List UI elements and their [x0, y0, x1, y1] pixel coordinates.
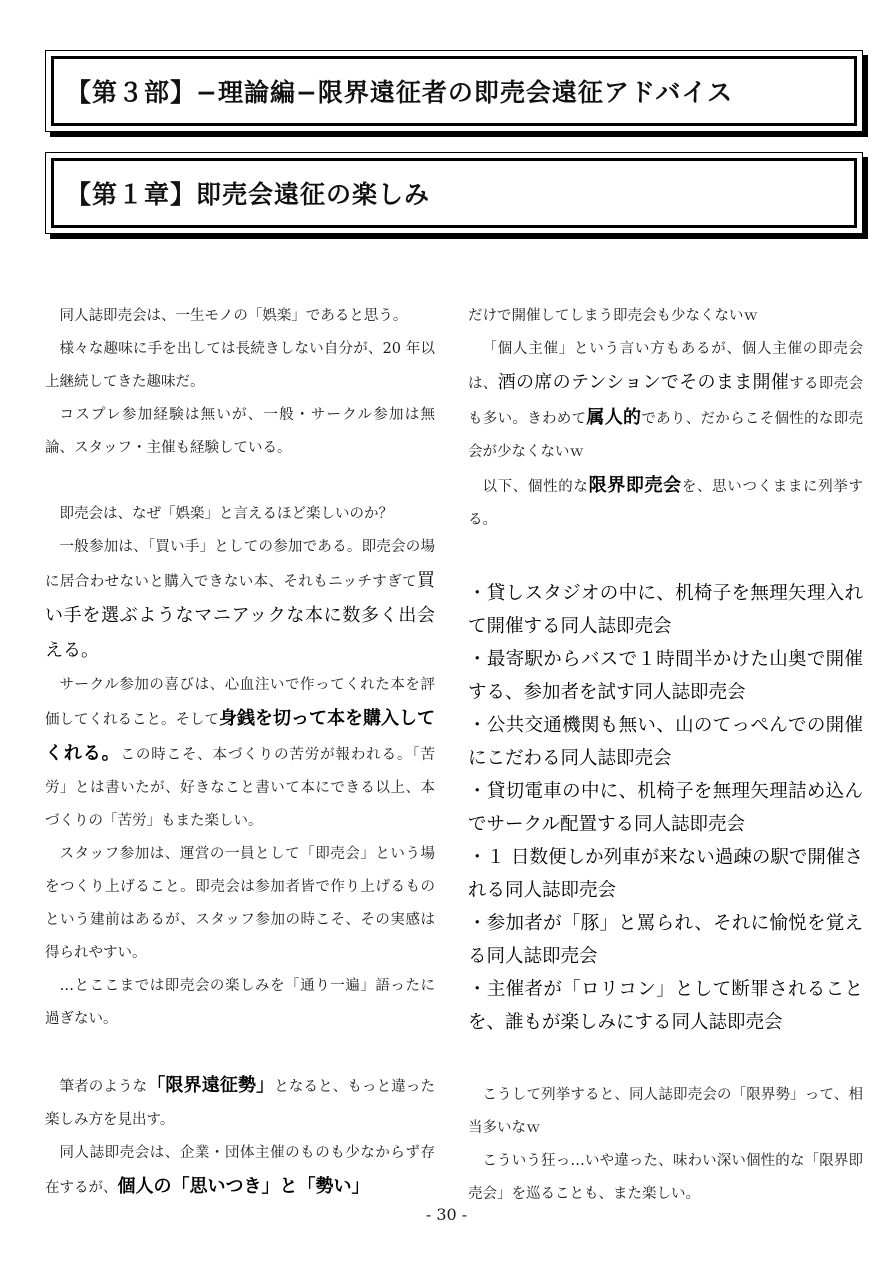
paragraph: [45, 531, 435, 669]
spacer: [468, 1039, 863, 1079]
emphasis-text: 限界即売会: [588, 475, 682, 496]
paragraph: スタッフ参加は、運営の一員として「即売会」という場をつくり上げること。即売会は参加者皆で作り上げるものという建前はあるが、スタッフ参加の時こそ、その実感は得られやすい。: [45, 846, 435, 961]
emphasis-text: 属人的: [586, 407, 642, 428]
right-column: [468, 300, 863, 1211]
emphasis-text: 個人の「思いつき」と「勢い」: [117, 1176, 370, 1197]
list-item: ・最寄駅からバスで１時間半かけた山奥で開催する、参加者を試す同人誌即売会: [468, 649, 863, 703]
paragraph: だけで開催してしまう即売会も少なくないｗ: [468, 308, 758, 324]
paragraph: [45, 1069, 435, 1137]
text-run: 以下、個性的な: [482, 479, 589, 495]
spacer: [468, 537, 863, 577]
emphasis-text: 身銭を切って本を購入してくれる。: [45, 708, 435, 764]
text-run: この時こそ、本づくりの苦労が報われる。「苦労」とは書いたが、好きなこと書いて本にできる以上、本づくりの「苦労」もまた楽しい。: [45, 747, 435, 829]
paragraph: …とここまでは即売会の楽しみを「通り一遍」語ったに過ぎない。: [45, 978, 435, 1027]
paragraph: [45, 1137, 435, 1205]
text-run: であり、だからこそ個性的な即売会が少なくないｗ: [468, 411, 864, 460]
text-run: 一般参加は、「買い手」としての参加である。即売会の場に居合わせないと購入できない本、それもニッチすぎて: [45, 539, 435, 590]
paragraph: [468, 469, 863, 537]
list-item: ・貸しスタジオの中に、机椅子を無理矢理入れて開催する同人誌即売会: [468, 583, 863, 637]
part-heading-inner-frame: [51, 56, 857, 126]
part-heading-box: [45, 50, 863, 132]
emphasis-text: 「限界遠征勢」: [147, 1075, 275, 1096]
paragraph: 同人誌即売会は、一生モノの「娯楽」であると思う。: [59, 308, 408, 324]
chapter-heading-inner-frame: [51, 158, 857, 228]
paragraph: [468, 333, 863, 469]
paragraph: 様々な趣味に手を出しては長続きしない自分が、20 年以上継続してきた趣味だ。: [45, 341, 435, 390]
list-item: ・主催者が「ロリコン」として断罪されることを、誰もが楽しみにする同人誌即売会: [468, 979, 863, 1033]
list-item: ・参加者が「豚」と罵られ、それに愉悦を覚える同人誌即売会: [468, 913, 863, 967]
chapter-heading-box: [45, 152, 863, 234]
emphasis-text: 酒の席のテンションでそのまま開催: [497, 372, 790, 393]
text-run: する即売会も多い。きわめて: [468, 376, 863, 427]
text-run: を、思いつくままに列挙する。: [468, 479, 864, 528]
list-item: ・公共交通機関も無い、山のてっぺんでの開催にこだわる同人誌即売会: [468, 715, 863, 769]
part-heading: 【第３部】−理論編−限界遠征者の即売会遠征アドバイス: [66, 78, 734, 107]
text-run: 同人誌即売会は、企業・団体主催のものも少なからず存在するが、: [45, 1145, 435, 1196]
page-number: - 30 -: [425, 1205, 468, 1224]
paragraph: こういう狂っ…いや違った、味わい深い個性的な「限界即売会」を巡ることも、また楽しい。: [468, 1153, 863, 1202]
paragraph: [45, 669, 435, 838]
text-run: サークル参加の喜びは、心血注いで作ってくれた本を評価してくれること。そして: [45, 677, 435, 728]
spacer: [45, 1036, 435, 1069]
paragraph: 即売会は、なぜ「娯楽」と言えるほど楽しいのか？: [59, 506, 393, 522]
paragraph: こうして列挙すると、同人誌即売会の「限界勢」って、相当多いなｗ: [468, 1087, 863, 1136]
chapter-heading: 【第１章】即売会遠征の楽しみ: [66, 180, 431, 209]
paragraph: コスプレ参加経験は無いが、一般・サークル参加は無論、スタッフ・主催も経験している。: [45, 407, 435, 456]
list-item: ・１ 日数便しか列車が来ない過疎の駅で開催される同人誌即売会: [468, 847, 863, 901]
text-run: 「個人主催」という言い方もあるが、個人主催の即売会は、: [468, 341, 863, 392]
emphasis-text: 買い手を選ぶようなマニアックな本に数多く出会える。: [45, 570, 435, 661]
text-run: となると、もっと違った楽しみ方を見出す。: [45, 1079, 436, 1128]
list-item: ・貸切電車の中に、机椅子を無理矢理詰め込んでサークル配置する同人誌即売会: [468, 781, 863, 835]
text-run: 筆者のような: [59, 1079, 148, 1095]
spacer: [45, 465, 435, 498]
left-column: [45, 300, 435, 1205]
